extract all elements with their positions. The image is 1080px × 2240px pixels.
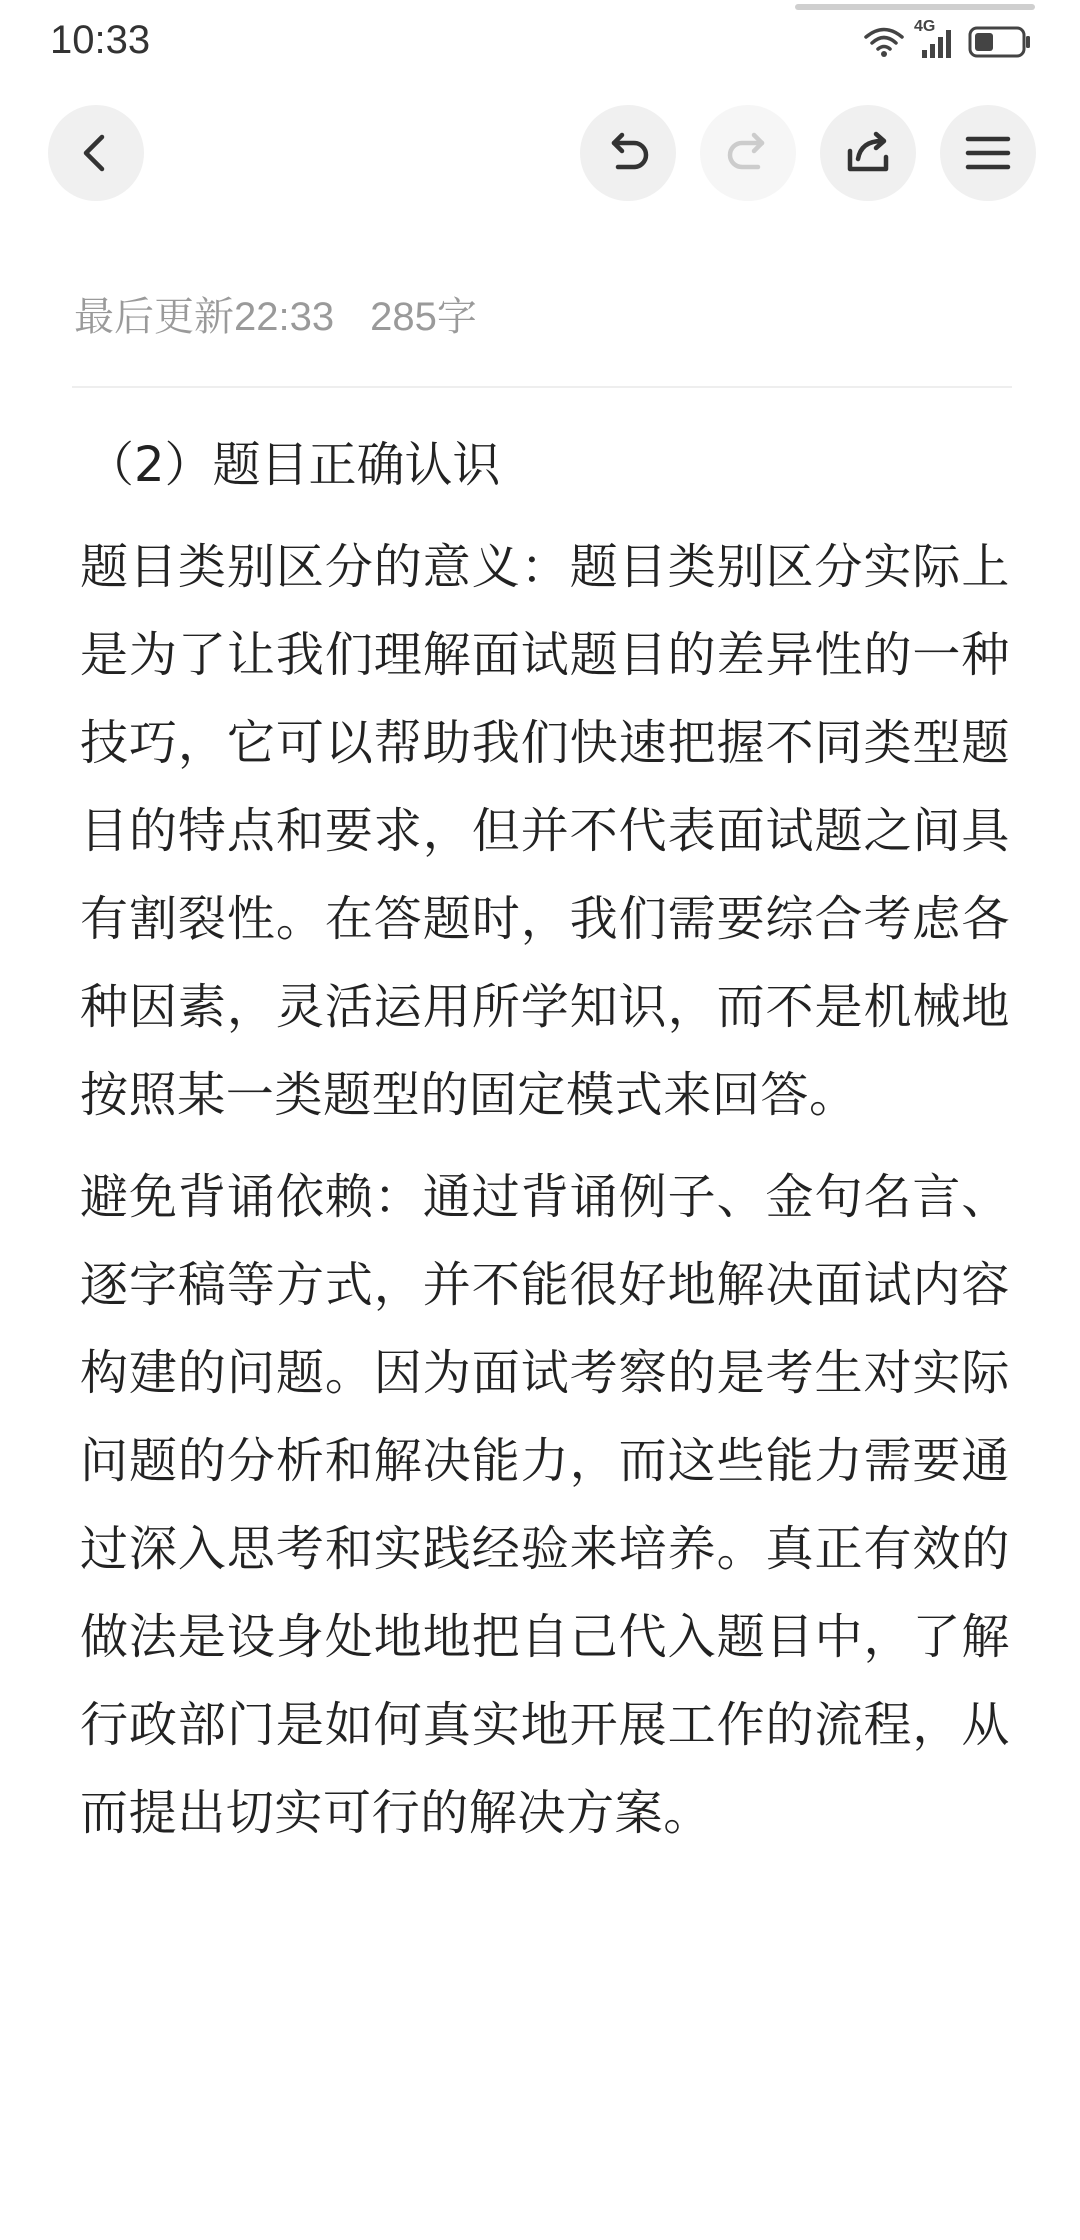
cellular-icon <box>914 18 958 60</box>
wifi-icon <box>864 26 904 58</box>
network-type-label: 4G <box>914 18 936 35</box>
note-body[interactable] <box>80 425 1010 1857</box>
section-heading: （2）题目正确认识 <box>86 437 501 493</box>
share-button[interactable] <box>820 105 916 201</box>
redo-icon <box>720 125 776 181</box>
word-count: 285字 <box>370 295 477 339</box>
divider <box>72 386 1012 388</box>
status-bar <box>0 0 1080 90</box>
menu-button[interactable] <box>940 105 1036 201</box>
editor-toolbar <box>0 105 1080 205</box>
note-meta <box>74 285 477 342</box>
battery-icon <box>968 25 1032 59</box>
status-time: 10:33 <box>50 18 151 62</box>
status-icons <box>864 18 1032 62</box>
menu-icon <box>962 127 1014 179</box>
top-indicator <box>795 4 1035 10</box>
back-icon <box>72 129 120 177</box>
redo-button[interactable] <box>700 105 796 201</box>
undo-button[interactable] <box>580 105 676 201</box>
share-icon <box>840 125 896 181</box>
paragraph: 题目类别区分的意义：题目类别区分实际上是为了让我们理解面试题目的差异性的一种技巧，它可以帮助我们快速把握不同类型题目的特点和要求，但并不代表面试题之间具有割裂性。在答题时，我们需要综合考虑各种因素，灵活运用所学知识，而不是机械地按照某一类题型的固定模式来回答。 <box>80 539 1010 1123</box>
last-updated: 最后更新22:33 <box>74 295 335 339</box>
back-button[interactable] <box>48 105 144 201</box>
paragraph: 避免背诵依赖：通过背诵例子、金句名言、逐字稿等方式，并不能很好地解决面试内容构建的问题。因为面试考察的是考生对实际问题的分析和解决能力，而这些能力需要通过深入思考和实践经验来培养。真正有效的做法是设身处地地把自己代入题目中，了解行政部门是如何真实地开展工作的流程，从而提出切实可行的解决方案。 <box>80 1169 1010 1841</box>
undo-icon <box>600 125 656 181</box>
